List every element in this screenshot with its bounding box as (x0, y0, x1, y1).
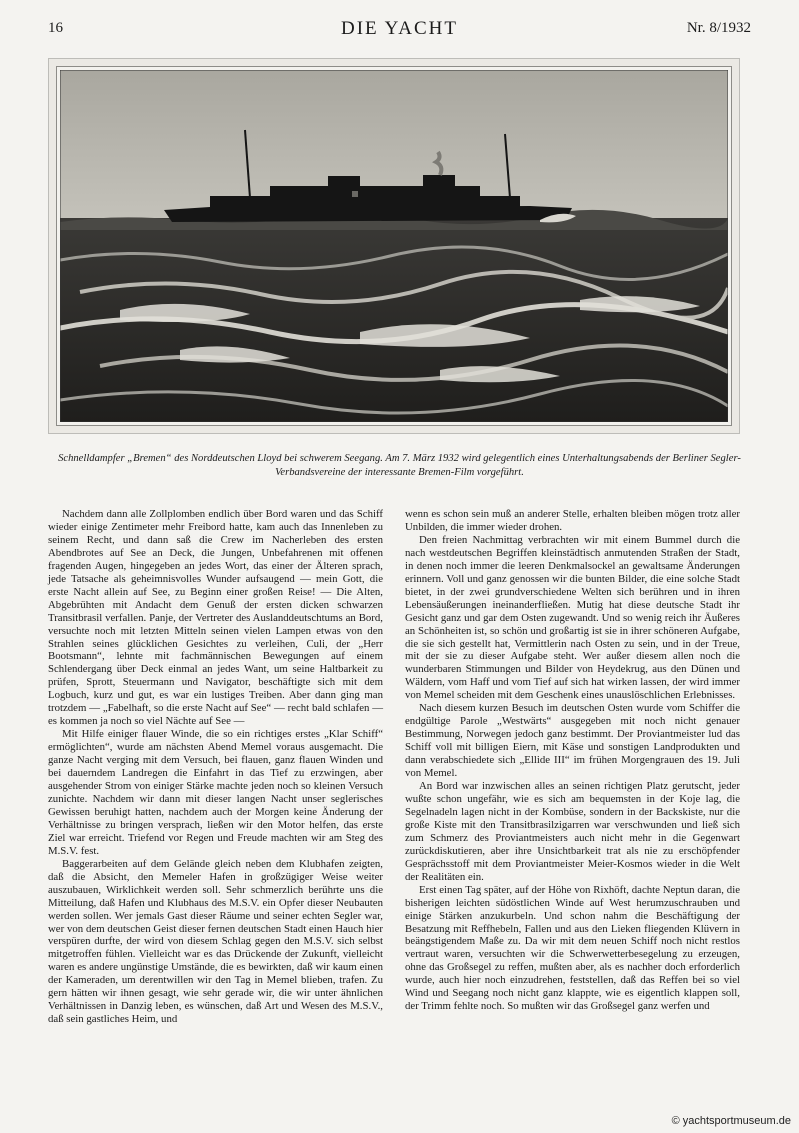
paragraph: Erst einen Tag später, auf der Höhe von Rixhöft, dachte Neptun daran, die bisherigen leichten südöstlichen Winde auf West herumzuschrauben und einige Stärken anzukurbeln. Und schon nahm die Beschäftigung der Besatzung mit Reffhebeln, Fallen und aus den Lieken fliegenden Klüvern in beängstigendem Maße zu. Da wir mit dem neuen Schiff noch nicht restlos vertraut waren, versuchten wir die Schwerwetterbesegelung zu erzeugen, ohne das Großsegel zu reffen, mußten aber, als es nachher doch erforderlich wurde, auch hier noch einzudrehen, feststellen, daß das Reffen bei so viel Wind und Seegang noch nicht ganz klappte, wie es eigentlich klappen soll, der Trimm fehlte noch. So mußten wir das Großsegel ganz werfen und (405, 883, 740, 1013)
watermark: © yachtsportmuseum.de (671, 1115, 791, 1127)
issue-number: Nr. 8/1932 (686, 20, 751, 36)
page-number: 16 (48, 20, 63, 36)
magazine-title: DIE YACHT (340, 18, 459, 39)
paragraph: Den freien Nachmittag verbrachten wir mit einem Bummel durch die nach westdeutschen Begriffen kleinstädtisch anmutenden Straßen der Stadt, in denen noch immer die leeren Denkmalsockel an gewaltsame Änderungen erinnern. Voll und ganz genossen wir die bunten Bilder, die eine solche Stadt bietet, in der zwei grundverschiedene Welten sich berühren und in ihren Lebensäußerungen ineinanderfließen. Mutig hat diese deutsche Stadt ihr Gesicht ganz und gar dem Osten zugewandt. Und so wenig reich ihr Äußeres an Schönheiten ist, so schön und großartig ist sie in ihrer schöneren Aufgabe, die sie sich gestellt hat, Vermittlerin nach Osten zu sein, und in der Treue, mit der sie zu dieser Aufgabe steht. Wer außer diesem allen noch die wunderbaren Stimmungen und Bilder von Heydekrug, aus den Dünen und Wäldern, vom Haff und vom Tief auf sich hat wirken lassen, der wird immer von Memel scheiden mit dem Geschenk eines unauslöschlichen Erlebnisses. (405, 533, 740, 702)
paragraph: Nachdem dann alle Zollplomben endlich über Bord waren und das Schiff wieder einige Zentimeter mehr Freibord hatte, kam auch das Innenleben zu seinem Recht, und dann saß die Crew im Nacherleben des ersten Abendbrotes auf See an Deck, die Jungen, Unbefahrenen mit offenen fragenden Augen, hingegeben an jedes Wort, das einer der Älteren sprach, jede Tatsache als geheimnisvolles Wunder aufsaugend — mein Gott, die erste Nacht allein auf See, zu Beginn einer großen Reise! — Die Alten, Abgebrühten mit Andacht dem Genuß der ersten dicken schwarzen Transitbrasil verfallen. Panje, der Vertreter des Auslanddeutschtums an Bord, versuchte noch mit letzten Mitteln seinen vielen Lampen etwas von den Strahlen seines glücklichen Gesichtes zu verleihen, Culi, der „Herr Bootsmann“, lehnte mit fachmännischen Bewegungen auf einem Schlendergang über Deck einmal an jedes Want, um seine Haltbarkeit zu prüfen, Sprott, Steuermann und Navigator, beschäftigte sich mit dem Logbuch, kurz und gut, es war ein lustiges Treiben. Aber dann ging man trotzdem — „Fabelhaft, so die erste Nacht auf See“ — recht bald schlafen — es kommen ja noch so viel Nächte auf See — (48, 508, 383, 728)
paragraph: wenn es schon sein muß an anderer Stelle, erhalten bleiben mögen trotz aller Unbilden, die immer wieder drohen. (405, 508, 740, 533)
text-column-right (405, 508, 740, 1013)
text-column-left (48, 508, 383, 1026)
paragraph: An Bord war inzwischen alles an seinen richtigen Platz gerutscht, jeder wußte schon ungefähr, wie es sich am bequemsten in der Koje lag, die Segelnadeln lagen nicht in der Kombüse, sondern in der Backskiste, nur die große Kiste mit den Transitbrasilzigarren war verschwunden und ließ sich zum Schmerz des Proviantmeisters auch nicht mehr in die Gegenwart zurückdiskutieren, aber ihre Unsichtbarkeit trat als nie zu erschöpfender Gesprächsstoff mit dem Proviantmeister Meier-Kosmos wieder in die Welt der Realitäten ein. (405, 780, 740, 883)
photo-caption: Schnelldampfer „Bremen“ des Norddeutschen Lloyd bei schwerem Seegang. Am 7. März 1932 wird gelegentlich eines Unterhaltungsabends der Berliner Segler-Verbandsvereine der interessante Bremen-Film vorgeführt. (58, 453, 741, 478)
page-header (48, 18, 751, 42)
paragraph: Nach diesem kurzen Besuch im deutschen Osten wurde vom Schiffer die endgültige Parole „Westwärts“ ausgegeben mit noch nicht genauer Bestimmung, Norwegen jedoch ganz bestimmt. Der Proviantmeister lud das Schiff voll mit billigen Eiern, mit Käse und sonstigen Landprodukten und dann verabschiedete sich „Ellide III“ im frühen Morgengrauen des 19. Juli von Memel. (405, 702, 740, 780)
photo-inner-border (56, 66, 732, 426)
paragraph: Mit Hilfe einiger flauer Winde, die so ein richtiges erstes „Klar Schiff“ ermöglichten“, wurde am nächsten Abend Memel voraus ausgemacht. Die ganze Nacht verging mit dem Versuch, bei flauen, ganz flauen Winden und bei dauerndem Landregen die Einfahrt in das Tief zu erzwingen, aber ausgehender Strom von einiger Stärke machte jeden noch so kleinen Versuch zunichte. Nachdem wir dann mit dieser langen Nacht unser seglerisches Gewissen beruhigt hatten, nachdem auch der Morgen keine Änderung der Verhältnisse zu bringen versprach, ließen wir den Motor helfen, das erste Ziel war erreicht. Triefend vor Regen und Freude machten wir am Steg des M.S.V. fest. (48, 728, 383, 857)
paragraph: Baggerarbeiten auf dem Gelände gleich neben dem Klubhafen zeigten, daß die Absicht, den Memeler Hafen in großzügiger Weise weiter auszubauen, Wirklichkeit werden soll. Sehr schmerzlich berührte uns die Mitteilung, daß Hafen und Klubhaus des M.S.V. ein Opfer dieser Neubauten werden sollen. Wer jemals Gast dieser Räume und seiner echten Segler war, wer von dem deutschen Geist dieser fernen deutschen Stadt einen Hauch hier verspüren durfte, der wird von diesem Schlag gegen den M.S.V. sich selbst mitgetroffen fühlen. Vielleicht war es das Drückende der Zukunft, vielleicht waren es andere ungünstige Umstände, die es bewirkten, daß wir kaum einen der Kameraden, um derentwillen wir den Tag in Memel blieben, trafen. Zu gern hätten wir ihnen gesagt, wie sehr gerade wir, die wir unter ähnlichen Verhältnissen in Danzig leben, es wünschen, daß Art und Wesen des M.S.V., daß sein gastliches Heim, und (48, 857, 383, 1026)
ship-photo (60, 70, 728, 422)
photo-frame (48, 58, 740, 434)
